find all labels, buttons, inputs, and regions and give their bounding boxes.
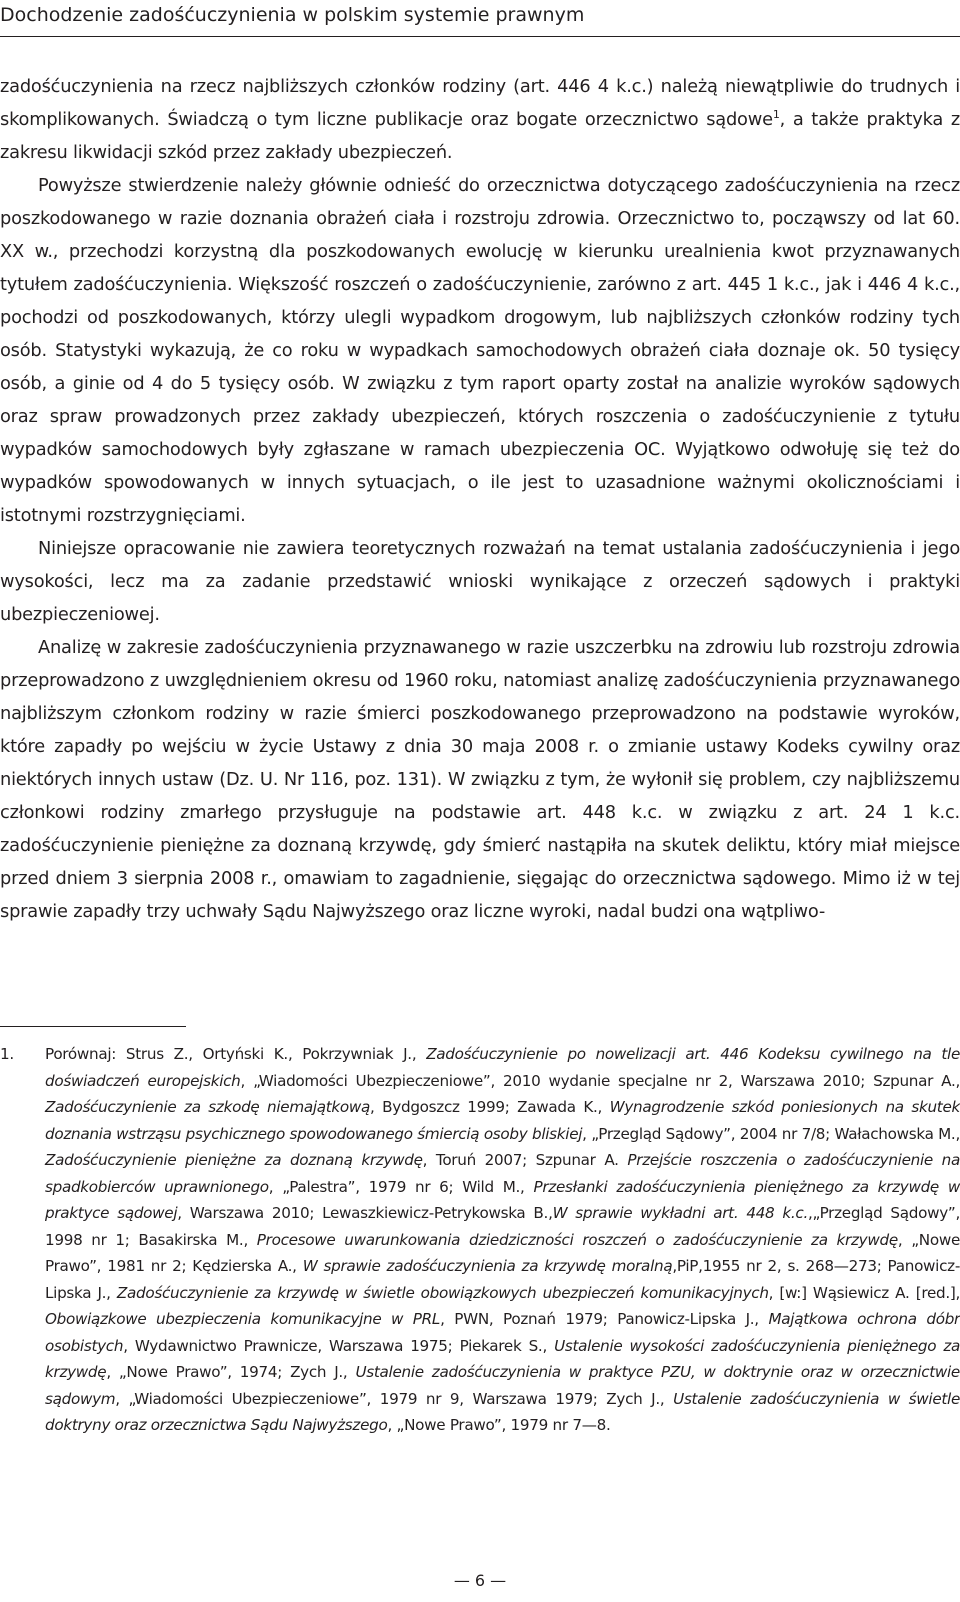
- footnote-separator: [0, 1026, 186, 1027]
- footnote-text: , Warszawa 2010; Lewaszkiewicz-Petrykowska B.,: [177, 1204, 553, 1222]
- footnote-text: , PWN, Poznań 1979; Panowicz-Lipska J.,: [440, 1310, 769, 1328]
- footnote-title: Obowiązkowe ubezpieczenia komunikacyjne w PRL: [45, 1310, 441, 1328]
- footnote-text: , „Palestra”, 1979 nr 6; Wild M.,: [268, 1177, 534, 1196]
- footnote-text: , Bydgoszcz 1999; Zawada K.,: [370, 1098, 610, 1116]
- footnote-text: ,PiP,1955 nr 2, s. 268—273; Panowicz-Lipska J.,: [45, 1257, 960, 1302]
- paragraph-3: Niniejsze opracowanie nie zawiera teoretycznych rozważań na temat ustalania zadośćuczynienia i jego wysokości, lecz ma za zadanie przedstawić wnioski wynikające z orzeczeń sądowych i praktyki ubezpieczeniowej.: [0, 538, 960, 625]
- footnote-title: Procesowe uwarunkowania dziedziczności roszczeń o zadośćuczynienie za krzywdę: [256, 1230, 898, 1249]
- footnote-title: Zadośćuczynienie za szkodę niemajątkową: [45, 1098, 371, 1116]
- footnote-text: , „Nowe Prawo”, 1974; Zych J.,: [106, 1363, 356, 1381]
- footnote-title: Zadośćuczynienie za krzywdę w świetle obowiązkowych ubezpieczeń komunikacyjnych: [116, 1283, 769, 1302]
- footnote-reference: 1: [772, 108, 780, 122]
- paragraph-1: [0, 70, 960, 169]
- footnote-title: W sprawie zadośćuczynienia za krzywdę moralną: [302, 1257, 673, 1275]
- paragraph-1-text-a: zadośćuczynienia na rzecz najbliższych członków rodziny (art. 446 4 k.c.) należą niewątpliwie do trudnych i skomplikowanych. Świadczą o tym liczne publikacje oraz bogate orzecznictwo sądowe: [0, 76, 960, 130]
- header-rule: [0, 36, 960, 37]
- footnote: [0, 1041, 960, 1439]
- footnote-text: , Wydawnictwo Prawnicze, Warszawa 1975; Piekarek S.,: [123, 1336, 555, 1355]
- footnote-text: , „Wiadomości Ubezpieczeniowe”, 1979 nr 9, Warszawa 1979; Zych J.,: [115, 1389, 674, 1408]
- footnote-title: W sprawie wykładni art. 448 k.c.: [552, 1204, 809, 1222]
- footnote-text: Porównaj: Strus Z., Ortyński K., Pokrzywniak J.,: [45, 1045, 427, 1063]
- footnote-title: Przejście roszczenia o zadośćuczynienie na spadkobierców uprawnionego: [45, 1151, 960, 1196]
- footnote-title: Wynagrodzenie szkód poniesionych na skutek doznania wstrząsu psychicznego spowodowanego śmiercią osoby bliskiej: [45, 1098, 960, 1143]
- footnote-text: , [w:] Wąsiewicz A. [red.],: [768, 1283, 960, 1302]
- running-header: Dochodzenie zadośćuczynienia w polskim systemie prawnym: [0, 4, 585, 26]
- footnote-text: , „Nowe Prawo”, 1979 nr 7—8.: [387, 1416, 611, 1434]
- footnote-number: 1.: [0, 1045, 14, 1063]
- footnote-title: Majątkowa ochrona dóbr osobistych: [45, 1310, 960, 1355]
- footnote-title: Zadośćuczynienie po nowelizacji art. 446 Kodeksu cywilnego na tle doświadczeń europejskich: [45, 1045, 960, 1090]
- footnote-text: , Toruń 2007; Szpunar A.: [422, 1151, 628, 1169]
- footnote-title: Ustalenie wysokości zadośćuczynienia pieniężnego za krzywdę: [45, 1336, 960, 1381]
- page-number: — 6 —: [453, 1571, 507, 1590]
- paragraph-2: Powyższe stwierdzenie należy głównie odnieść do orzecznictwa dotyczącego zadośćuczynienia na rzecz poszkodowanego w razie doznania obrażeń ciała i rozstroju zdrowia. Orzecznictwo to, począwszy od lat 60. XX w., przechodzi korzystną dla poszkodowanych ewolucję w kierunku urealnienia kwot przyznawanych tytułem zadośćuczynienia. Większość roszczeń o zadośćuczynienie, zarówno z art. 445 1 k.c., jak i 446 4 k.c., pochodzi od poszkodowanych, którzy ulegli wypadkom drogowym, lub najbliższych członków rodziny tych osób. Statystyki wykazują, że co roku w wypadkach samochodowych obrażeń ciała doznaje ok. 50 tysięcy osób, a ginie od 4 do 5 tysięcy osób. W związku z tym raport oparty został na analizie wyroków sądowych oraz spraw prowadzonych przez zakłady ubezpieczeń, których roszczenia o zadośćuczynienie z tytułu wypadków samochodowych były zgłaszane w ramach ubezpieczenia OC. Wyjątkowo odwołuję się też do wypadków spowodowanych w innych sytuacjach, o ile jest to uzasadnione ważnymi okolicznościami i istotnymi rozstrzygnięciami.: [0, 175, 960, 526]
- footnote-body: [45, 1041, 960, 1439]
- footnote-text: , „Nowe Prawo”, 1981 nr 2; Kędzierska A.,: [45, 1230, 960, 1275]
- paragraph-1-text-b: , a także praktyka z zakresu likwidacji szkód przez zakłady ubezpieczeń.: [0, 109, 960, 163]
- footnote-text: ,„Przegląd Sądowy”, 1998 nr 1; Basakirska M.,: [45, 1204, 960, 1249]
- footnote-title: Przesłanki zadośćuczynienia pieniężnego za krzywdę w praktyce sądowej: [45, 1177, 960, 1222]
- footnote-title: Zadośćuczynienie pieniężne za doznaną krzywdę: [45, 1151, 423, 1169]
- paragraph-4: Analizę w zakresie zadośćuczynienia przyznawanego w razie uszczerbku na zdrowiu lub rozstroju zdrowia przeprowadzono z uwzględnieniem okresu od 1960 roku, natomiast analizę zadośćuczynienia przyznawanego najbliższym członkom rodziny w razie śmierci poszkodowanego przeprowadzono na podstawie wyroków, które zapadły po wejściu w życie Ustawy z dnia 30 maja 2008 r. o zmianie ustawy Kodeks cywilny oraz niektórych innych ustaw (Dz. U. Nr 116, poz. 131). W związku z tym, że wyłonił się problem, czy najbliższemu członkowi rodziny zmarłego przysługuje na podstawie art. 448 k.c. w związku z art. 24 1 k.c. zadośćuczynienie pieniężne za doznaną krzywdę, gdy śmierć nastąpiła na skutek deliktu, który miał miejsce przed dniem 3 sierpnia 2008 r., omawiam to zagadnienie, sięgając do orzecznictwa sądowego. Mimo iż w tej sprawie zapadły trzy uchwały Sądu Najwyższego oraz liczne wyroki, nadal budzi ona wątpliwo-: [0, 637, 960, 922]
- footnote-text: , „Przegląd Sądowy”, 2004 nr 7/8; Wałachowska M.,: [582, 1124, 960, 1143]
- body-text: [0, 70, 960, 928]
- footnote-title: Ustalenie zadośćuczynienia w praktyce PZU, w doktrynie oraz w orzecznictwie sądowym: [45, 1363, 960, 1408]
- footnote-title: Ustalenie zadośćuczynienia w świetle doktryny oraz orzecznictwa Sądu Najwyższego: [45, 1389, 960, 1434]
- footnote-text: , „Wiadomości Ubezpieczeniowe”, 2010 wydanie specjalne nr 2, Warszawa 2010; Szpunar A.,: [240, 1071, 960, 1090]
